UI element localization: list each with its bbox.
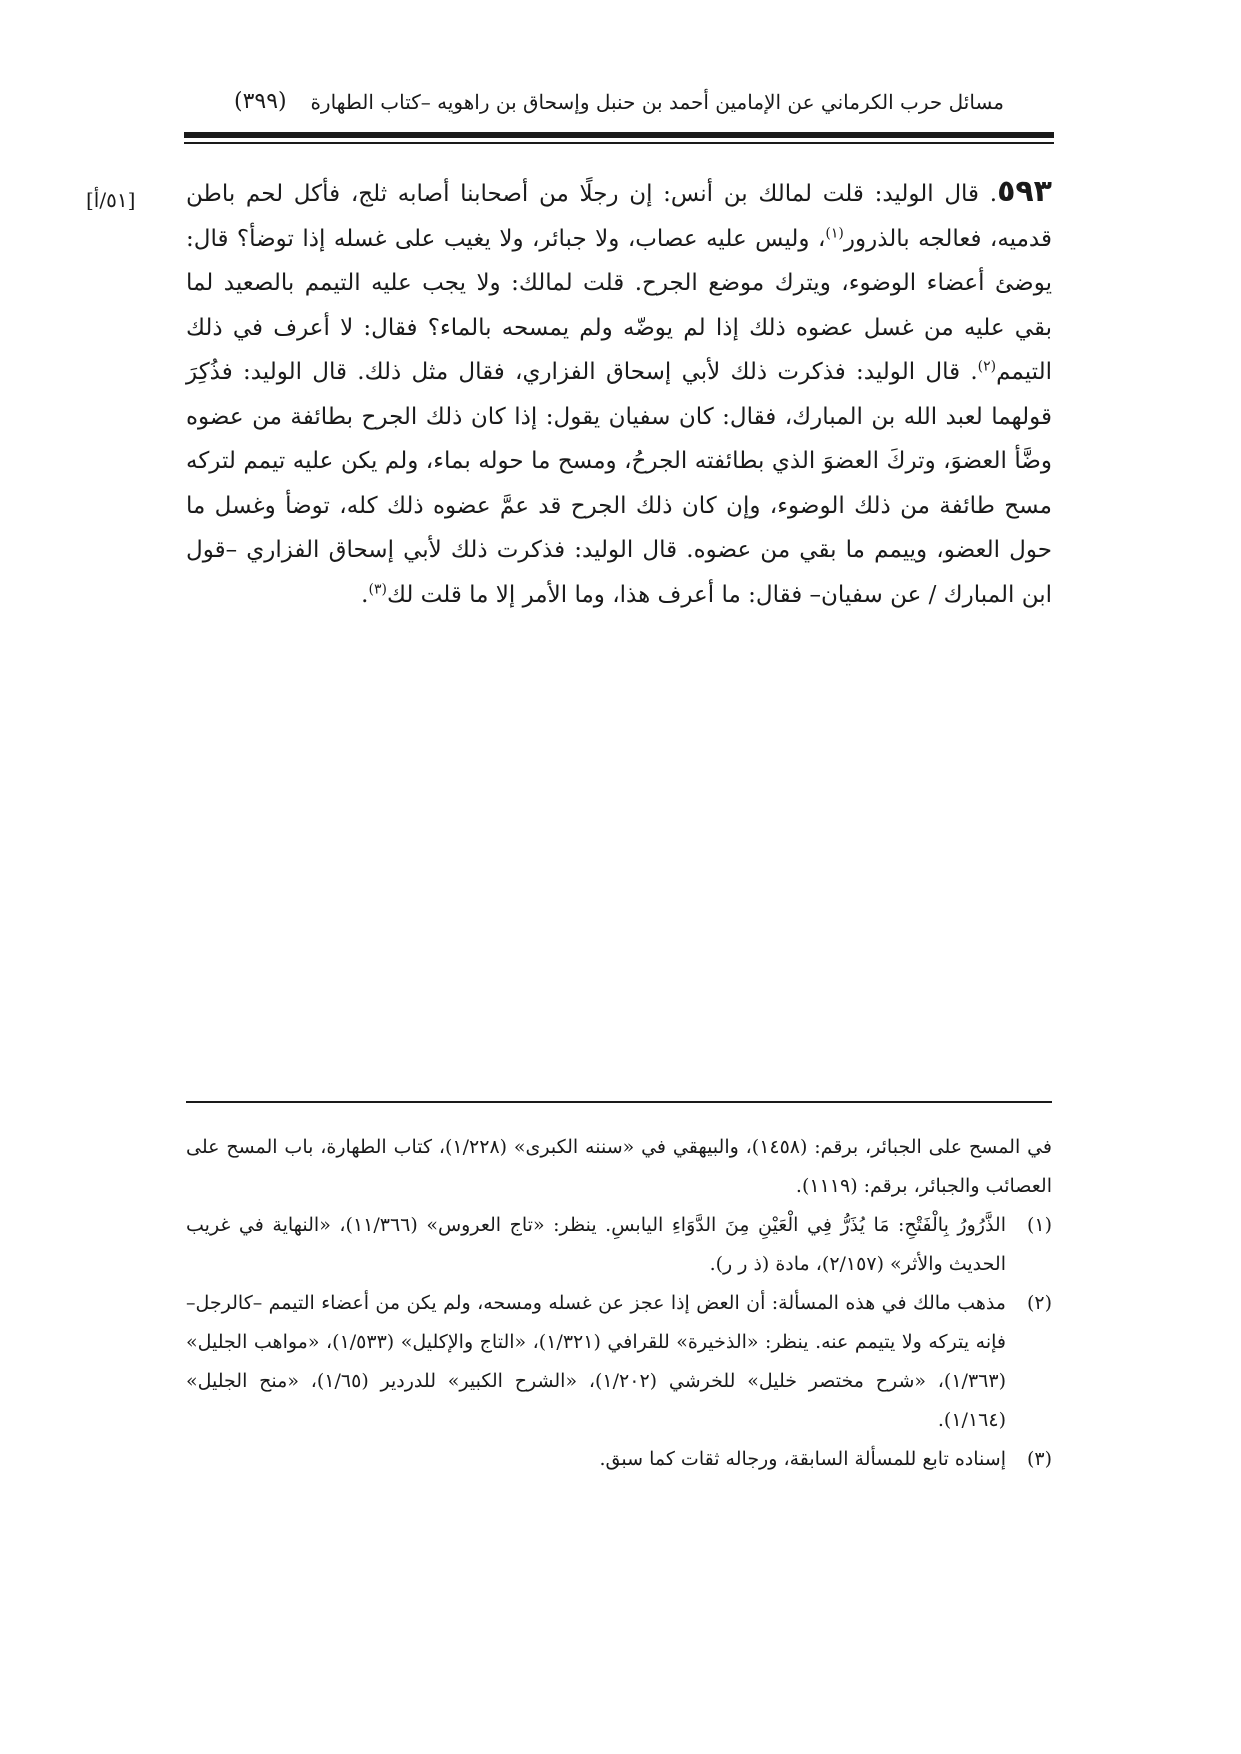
footnote-1 [186, 1206, 1052, 1284]
page-number: (٣٩٩) [234, 89, 287, 114]
issue-text [186, 170, 1052, 617]
issue-text-part-4: . [361, 581, 369, 608]
book-title: مسائل حرب الكرماني عن الإمامين أحمد بن حنبل وإسحاق بن راهويه –كتاب الطهارة [310, 90, 1004, 114]
footnote-separator [186, 1101, 1052, 1103]
footnote-continuation: في المسح على الجبائر، برقم: (١٤٥٨)، والبيهقي في «سننه الكبرى» (١/٢٢٨)، كتاب الطهارة، باب المسح على العصائب والجبائر، برقم: (١١١٩). [186, 1136, 1052, 1197]
header-rule-thin [184, 142, 1054, 144]
footnote-text: إسناده تابع للمسألة السابقة، ورجاله ثقات كما سبق. [599, 1448, 1006, 1470]
footnotes [186, 1128, 1052, 1479]
footnote-text: الذَّرُورُ بِالْفَتْحِ: مَا يُذَرُّ فِي الْعَيْنِ مِنَ الدَّوَاءِ اليابسِ. ينظر: «تاج العروس» (١١/٣٦٦)، «النهاية في غريب الحديث والأثر» (٢/١٥٧)، مادة (ذ ر ر). [186, 1214, 1006, 1275]
issue-paragraph [186, 170, 1052, 617]
running-header [234, 84, 1004, 120]
footnote-number: (١) [1026, 1214, 1052, 1236]
footnote-text: مذهب مالك في هذه المسألة: أن العض إذا عجز عن غسله ومسحه، ولم يكن من أعضاء التيمم –كالرجل– فإنه يتركه ولا يتيمم عنه. ينظر: «الذخيرة» للقرافي (١/٣٢١)، «التاج والإكليل» (١/٥٣٣)، «مواهب الجليل» (١/٣٦٣)، «شرح مختصر خليل» للخرشي (١/٢٠٢)، «الشرح الكبير» للدردير (١/٦٥)، «منح الجليل» (١/١٦٤). [186, 1292, 1006, 1431]
footnote-ref-1[interactable]: (١) [825, 224, 844, 241]
footnote-ref-3[interactable]: (٣) [368, 580, 387, 597]
issue-text-part-2: ، وليس عليه عصاب، ولا جبائر، ولا يغيب على غسله إذا توضأ؟ قال: يوضئ أعضاء الوضوء، ويترك موضع الجرح. قلت لمالك: ولا يجب عليه التيمم بالصعيد لما بقي عليه من غسل عضوه ذلك إذا لم يوضّه ولم يمسحه بالماء؟ فقال: لا أعرف في ذلك التيمم [186, 225, 1052, 385]
footnote-number: (٣) [1026, 1448, 1052, 1470]
header-rule-thick [184, 132, 1054, 138]
issue-number: ٥٩٣ [997, 174, 1052, 209]
manuscript-folio-ref: [٥١/أ] [86, 188, 136, 212]
footnote-3 [186, 1440, 1052, 1479]
footnote-number: (٢) [1026, 1292, 1052, 1314]
issue-text-part-1: . قال الوليد: قلت لمالك بن أنس: إن رجلًا من أصحابنا أصابه ثلج، فأكل لحم باطن قدميه، فعالجه بالذرور [186, 181, 1052, 252]
footnote-ref-2[interactable]: (٢) [977, 358, 997, 375]
issue-text-part-3: . قال الوليد: فذكرت ذلك لأبي إسحاق الفزاري، فقال مثل ذلك. قال الوليد: فذُكِرَ قولهما لعبد الله بن المبارك، فقال: كان سفيان يقول: إذا كان ذلك الجرح بطائفة من عضوه وضَّأ العضوَ، وتركَ العضوَ الذي بطائفته الجرحُ، ومسح ما حوله بماء، ولم يكن عليه تيمم لتركه مسح طائفة من ذلك الوضوء، وإن كان ذلك الجرح قد عمَّ عضوه ذلك كله، توضأ وغسل ما حول العضو، وييمم ما بقي من عضوه. قال الوليد: فذكرت ذلك لأبي إسحاق الفزاري –قول ابن المبارك / عن سفيان– فقال: ما أعرف هذا، وما الأمر إلا ما قلت لك [186, 359, 1052, 608]
footnote-2 [186, 1284, 1052, 1440]
